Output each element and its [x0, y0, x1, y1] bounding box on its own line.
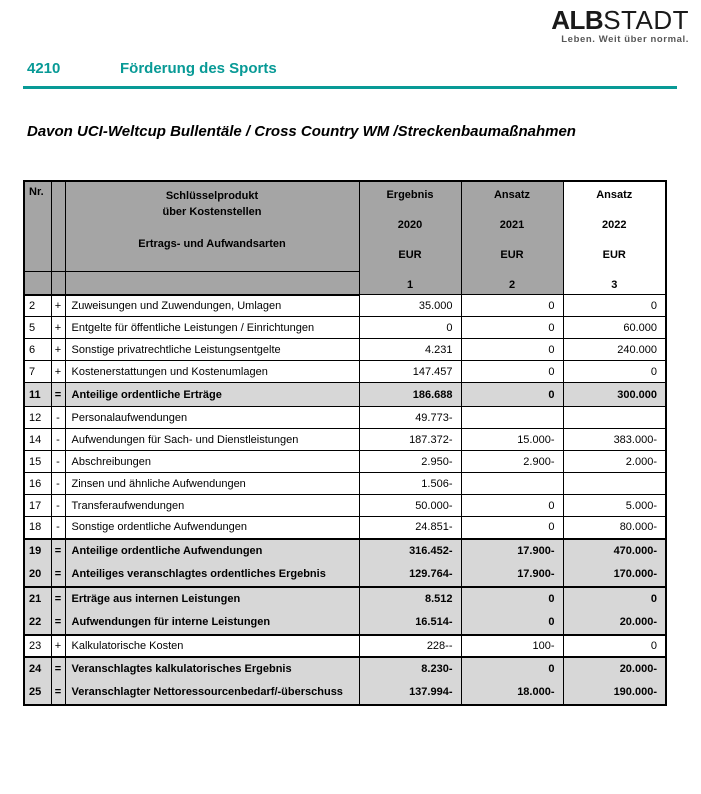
row-nr: 19 [24, 539, 51, 563]
header-label-line-1: Schlüsselprodukt [165, 190, 259, 202]
value-2020: 8.230- [359, 657, 461, 681]
row-nr: 12 [24, 407, 51, 429]
value-2022: 0 [563, 295, 666, 317]
logo-alb-text: ALB [551, 5, 604, 35]
section-title: Förderung des Sports [120, 60, 277, 77]
row-label: Kostenerstattungen und Kostenumlagen [65, 361, 359, 383]
column-index-label: 2 [508, 279, 516, 291]
value-2022: 2.000- [563, 451, 666, 473]
row-nr: 18 [24, 517, 51, 539]
value-2022: 0 [563, 635, 666, 657]
value-2020: 147.457 [359, 361, 461, 383]
value-2020: 228-- [359, 635, 461, 657]
table-row-16 [24, 473, 666, 495]
value-2021: 0 [461, 317, 563, 339]
value-2020: 129.764- [359, 563, 461, 587]
value-2021: 0 [461, 361, 563, 383]
logo-tagline: Leben. Weit über normal. [561, 34, 689, 45]
row-nr: 16 [24, 473, 51, 495]
row-label: Anteilige ordentliche Erträge [65, 383, 359, 407]
column-unit-label: EUR [500, 249, 524, 261]
value-2021: 0 [461, 587, 563, 611]
value-2021: 0 [461, 611, 563, 635]
value-2020: 187.372- [359, 429, 461, 451]
row-nr: 23 [24, 635, 51, 657]
column-header-sign [51, 181, 65, 271]
strip-cell-label [65, 271, 359, 294]
logo-stadt-text: STADT [603, 5, 689, 35]
table-row-19 [24, 539, 666, 563]
row-nr: 25 [24, 681, 51, 705]
row-sign: - [51, 451, 65, 473]
value-2021: 0 [461, 657, 563, 681]
teal-divider-rule [23, 86, 677, 89]
albstadt-logo [539, 5, 689, 45]
value-2021 [461, 473, 563, 495]
row-nr: 5 [24, 317, 51, 339]
row-label: Transferaufwendungen [65, 495, 359, 517]
header-label-gap [66, 220, 359, 236]
row-label: Personalaufwendungen [65, 407, 359, 429]
value-2021: 0 [461, 339, 563, 361]
value-2021 [461, 407, 563, 429]
value-2021: 2.900- [461, 451, 563, 473]
row-label: Sonstige ordentliche Aufwendungen [65, 517, 359, 539]
value-2020: 4.231 [359, 339, 461, 361]
value-2022: 170.000- [563, 563, 666, 587]
value-2020: 316.452- [359, 539, 461, 563]
strip-cell-nr [24, 271, 51, 294]
column-header-ansatz-2021 [461, 181, 563, 295]
row-sign: = [51, 681, 65, 705]
table-row-14 [24, 429, 666, 451]
row-sign: = [51, 563, 65, 587]
value-2022: 20.000- [563, 657, 666, 681]
row-label: Entgelte für öffentliche Leistungen / Einrichtungen [65, 317, 359, 339]
column-unit-label: EUR [602, 249, 626, 261]
budget-table [23, 180, 667, 706]
value-2022: 470.000- [563, 539, 666, 563]
row-nr: 14 [24, 429, 51, 451]
table-row-23 [24, 635, 666, 657]
row-label: Veranschlagtes kalkulatorisches Ergebnis [65, 657, 359, 681]
table-row-20 [24, 563, 666, 587]
table-row-11 [24, 383, 666, 407]
value-2022: 240.000 [563, 339, 666, 361]
value-2021: 0 [461, 383, 563, 407]
row-nr: 2 [24, 295, 51, 317]
column-header-nr: Nr. [24, 181, 51, 271]
row-label: Erträge aus internen Leistungen [65, 587, 359, 611]
table-row-5 [24, 317, 666, 339]
row-sign: + [51, 361, 65, 383]
value-2021: 17.900- [461, 539, 563, 563]
value-2021: 100- [461, 635, 563, 657]
column-index-label: 1 [406, 279, 414, 291]
value-2022: 0 [563, 361, 666, 383]
row-label: Anteilige ordentliche Aufwendungen [65, 539, 359, 563]
value-2020: 24.851- [359, 517, 461, 539]
value-2022: 300.000 [563, 383, 666, 407]
value-2020: 186.688 [359, 383, 461, 407]
row-label: Veranschlagter Nettoressourcenbedarf/-überschuss [65, 681, 359, 705]
row-nr: 22 [24, 611, 51, 635]
table-row-22 [24, 611, 666, 635]
value-2020: 8.512 [359, 587, 461, 611]
albstadt-wordmark [539, 5, 689, 35]
row-sign: - [51, 407, 65, 429]
table-row-17 [24, 495, 666, 517]
row-sign: = [51, 587, 65, 611]
budget-table-body [24, 295, 666, 705]
row-nr: 15 [24, 451, 51, 473]
row-label: Abschreibungen [65, 451, 359, 473]
header-row-main [24, 181, 666, 271]
column-header-ergebnis-2020 [359, 181, 461, 295]
table-row-18 [24, 517, 666, 539]
column-index-label: 3 [611, 279, 618, 291]
value-2020: 0 [359, 317, 461, 339]
value-2021: 17.900- [461, 563, 563, 587]
table-row-21 [24, 587, 666, 611]
value-2020: 2.950- [359, 451, 461, 473]
row-nr: 6 [24, 339, 51, 361]
row-label: Aufwendungen für Sach- und Dienstleistungen [65, 429, 359, 451]
row-nr: 24 [24, 657, 51, 681]
row-nr: 17 [24, 495, 51, 517]
value-2020: 1.506- [359, 473, 461, 495]
value-2021: 0 [461, 495, 563, 517]
value-2022 [563, 473, 666, 495]
strip-cell-sign [51, 271, 65, 294]
value-2022: 60.000 [563, 317, 666, 339]
table-row-6 [24, 339, 666, 361]
value-2022 [563, 407, 666, 429]
row-label: Zuweisungen und Zuwendungen, Umlagen [65, 295, 359, 317]
header-label-line-3: Ertrags- und Aufwandsarten [138, 238, 286, 250]
column-header-schluesselprodukt [65, 181, 359, 271]
value-2021: 0 [461, 295, 563, 317]
row-sign: - [51, 429, 65, 451]
section-heading [27, 60, 277, 77]
row-label: Sonstige privatrechtliche Leistungsentgelte [65, 339, 359, 361]
row-nr: 7 [24, 361, 51, 383]
value-2020: 50.000- [359, 495, 461, 517]
column-year-label: 2021 [499, 219, 525, 231]
column-year-label: 2020 [397, 219, 423, 231]
value-2022: 383.000- [563, 429, 666, 451]
value-2021: 0 [461, 517, 563, 539]
column-year-label: 2022 [602, 219, 627, 231]
row-sign: - [51, 495, 65, 517]
row-sign: = [51, 657, 65, 681]
value-2022: 5.000- [563, 495, 666, 517]
value-2022: 0 [563, 587, 666, 611]
row-nr: 11 [24, 383, 51, 407]
value-2022: 20.000- [563, 611, 666, 635]
table-row-24 [24, 657, 666, 681]
column-type-label: Ergebnis [386, 189, 434, 201]
column-header-ansatz-2022 [563, 181, 666, 295]
column-type-label: Ansatz [493, 189, 531, 201]
value-2022: 80.000- [563, 517, 666, 539]
column-type-label: Ansatz [596, 189, 633, 201]
value-2020: 35.000 [359, 295, 461, 317]
row-label: Aufwendungen für interne Leistungen [65, 611, 359, 635]
row-sign: = [51, 611, 65, 635]
row-sign: - [51, 473, 65, 495]
row-sign: + [51, 339, 65, 361]
value-2020: 16.514- [359, 611, 461, 635]
value-2022: 190.000- [563, 681, 666, 705]
table-row-7 [24, 361, 666, 383]
row-sign: = [51, 383, 65, 407]
table-row-12 [24, 407, 666, 429]
value-2021: 15.000- [461, 429, 563, 451]
table-row-25 [24, 681, 666, 705]
table-row-15 [24, 451, 666, 473]
row-sign: - [51, 517, 65, 539]
row-sign: + [51, 295, 65, 317]
row-sign: = [51, 539, 65, 563]
row-label: Kalkulatorische Kosten [65, 635, 359, 657]
row-sign: + [51, 317, 65, 339]
row-nr: 21 [24, 587, 51, 611]
value-2021: 18.000- [461, 681, 563, 705]
row-label: Zinsen und ähnliche Aufwendungen [65, 473, 359, 495]
row-label: Anteiliges veranschlagtes ordentliches Ergebnis [65, 563, 359, 587]
header-label-line-2: über Kostenstellen [162, 206, 262, 218]
budget-table-header [24, 181, 666, 295]
value-2020: 137.994- [359, 681, 461, 705]
subsection-subtitle: Davon UCI-Weltcup Bullentäle / Cross Country WM /Streckenbaumaßnahmen [27, 123, 576, 140]
row-nr: 20 [24, 563, 51, 587]
column-unit-label: EUR [398, 249, 422, 261]
section-code: 4210 [27, 60, 61, 77]
value-2020: 49.773- [359, 407, 461, 429]
row-sign: + [51, 635, 65, 657]
table-row-2 [24, 295, 666, 317]
